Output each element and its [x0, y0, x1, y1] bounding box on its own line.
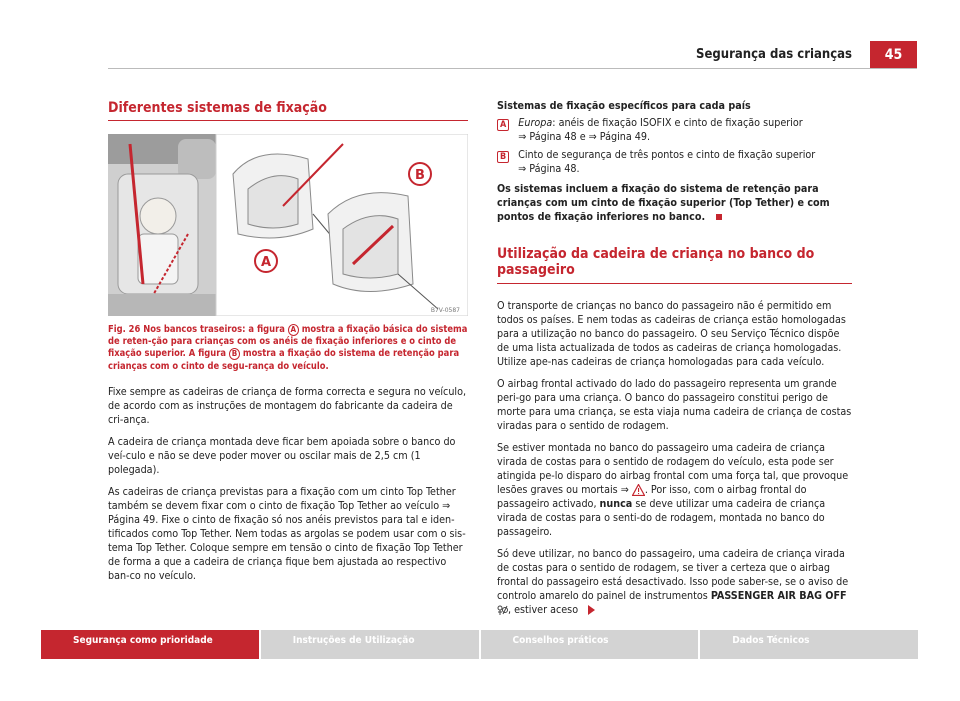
figure-caption: [108, 324, 468, 373]
page-reference-link[interactable]: ⇒ Página 48 e ⇒ Página 49.: [518, 130, 651, 143]
caption-badge-a: A: [288, 324, 299, 336]
systems-heading: Sistemas de fixação específicos para cada país: [497, 99, 751, 112]
figure-label-a: A: [260, 255, 272, 270]
left-body: [108, 385, 468, 583]
region-name: Europa: [518, 116, 553, 129]
header-divider: [108, 68, 917, 69]
tab-instructions[interactable]: Instruções de Utilização: [261, 630, 479, 659]
paragraph-text: Só deve utilizar, no banco do passageiro, uma cadeira de criança virada de costas para o sentido de rodagem, se tiver a certeza que o airbag frontal do passageiro está desactivado. Isso pode saber-se, se o aviso de controlo amarelo do painel de instrumentos: [497, 547, 849, 602]
warning-icon: [632, 484, 645, 496]
end-of-section-marker: [716, 214, 722, 220]
paragraph: Fixe sempre as cadeiras de criança de forma correcta e segura no veículo, de acordo com as instruções de montagem do fabricante da cadeira de cri-ança.: [108, 384, 467, 426]
list-badge-b: B: [497, 151, 509, 163]
paragraph-text: se deve utilizar uma cadeira de criança virada de costas para o senti-do de rodagem, montada no banco do passageiro.: [497, 497, 826, 538]
tab-safety[interactable]: Segurança como prioridade: [41, 630, 259, 659]
list-badge-a: A: [497, 119, 509, 131]
bold-note-text: Os sistemas incluem a fixação do sistema de retenção para crianças com um cinto de fixação superior (Top Tether) e com pontos de fixação inferiores no banco.: [497, 182, 830, 223]
caption-text-1: Fig. 26 Nos bancos traseiros: a figura: [108, 324, 288, 335]
paragraph-text: Se estiver montada no banco do passageiro uma cadeira de criança virada de costas para o sentido de rodagem do veículo, esta pode ser atingida pe-lo disparo do airbag frontal com uma força tal, que provoque lesões graves ou mortais ⇒: [497, 441, 849, 496]
paragraph: O airbag frontal activado do lado do passageiro representa um grande peri-go para uma criança. O banco do passageiro constitui perigo de morte para uma criança, se esta viaja numa cadeira de criança de costas viradas para o sentido de rodagem.: [497, 377, 852, 432]
figure-code: B7V-0587: [430, 307, 460, 314]
left-column: [108, 100, 468, 591]
section-title-fixation-systems: Diferentes sistemas de fixação: [108, 100, 327, 116]
page-reference-link[interactable]: ⇒ Página 48.: [518, 162, 580, 175]
child-seat-illustration: [108, 134, 468, 316]
page-number: 45: [870, 41, 917, 68]
caption-badge-b: B: [229, 348, 240, 360]
paragraph-text: , estiver aceso: [508, 603, 579, 616]
caption-text-3: mostra a fixação do sistema de retenção para crianças com o cinto de segu-rança do veículo.: [108, 348, 460, 372]
section-title-underline: [497, 283, 852, 284]
section-title-passenger-seat: Utilização da cadeira de criança no banco do passageiro: [497, 246, 815, 278]
paragraph: As cadeiras de criança previstas para a fixação com um cinto Top Tether também se devem fixar com o cinto de fixação Top Tether ao veículo ⇒ Página 49. Fixe o cinto de fixação só nos anéis previstos para tal e iden-tificados como Top Tether. Nem todas as argolas se podem usar com o sis-tema Top Tether. Coloque sempre em tensão o cinto de fixação Top Tether de forma a que a cadeira de criança fique bem ajustada ao respectivo ban-co no veículo.: [108, 484, 466, 582]
tab-technical-data[interactable]: Dados Técnicos: [700, 630, 918, 659]
caption-text-2: mostra a fixação básica do sistema de reten-ção para crianças com os anéis de fixação inferiores e o cinto de fixação superior. A figura: [108, 324, 468, 360]
paragraph-text: . Por isso, com o airbag frontal do passageiro activado,: [497, 483, 807, 510]
list-item: [497, 116, 852, 144]
running-header-title: Segurança das crianças: [696, 47, 852, 62]
continue-arrow-icon: [588, 605, 595, 615]
paragraph: A cadeira de criança montada deve ficar bem apoiada sobre o banco do veí-culo e não se deve poder mover ou oscilar mais de 2,5 cm (1 polegada).: [108, 434, 456, 476]
paragraph: [497, 441, 852, 539]
right-column: [497, 99, 852, 625]
section-title-underline: [108, 120, 468, 121]
list-item: [497, 148, 852, 176]
bold-note: [497, 182, 852, 224]
list-item-text: Cinto de segurança de três pontos e cinto de fixação superior: [518, 148, 816, 161]
list-item-text: : anéis de fixação ISOFIX e cinto de fixação superior: [552, 116, 803, 129]
airbag-off-icon: [497, 605, 508, 616]
figure-label-b: B: [415, 168, 425, 183]
figure-child-seats: [108, 134, 468, 316]
indicator-label: PASSENGER AIR BAG OFF: [710, 589, 847, 602]
footer-tabs: [41, 630, 918, 659]
paragraph: O transporte de crianças no banco do passageiro não é permitido em todos os países. E nem todas as cadeiras de criança estão homologadas para a utilização no banco do passageiro. O seu Serviço Técnico dispõe de uma lista actualizada de todos as cadeiras de criança homologadas. Utilize ape-nas cadeiras de criança homologadas para cada veículo.: [497, 299, 846, 368]
tab-practical-tips[interactable]: Conselhos práticos: [481, 630, 699, 659]
paragraph: [497, 547, 852, 617]
emphasis-never: nunca: [599, 497, 633, 510]
